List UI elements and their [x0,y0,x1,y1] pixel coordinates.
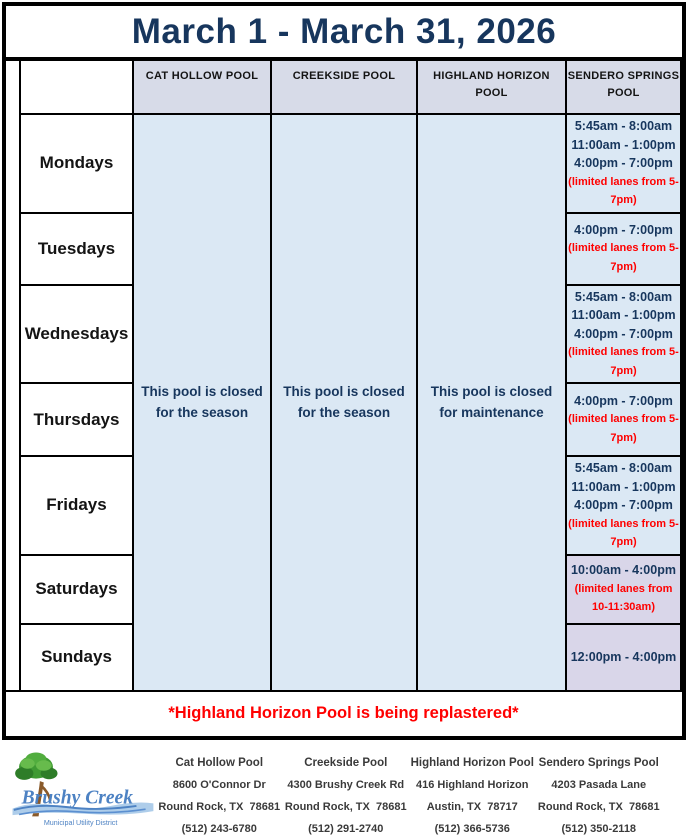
location-phone: (512) 350-2118 [561,822,637,835]
closed-message: This pool is closed for the season [141,384,263,421]
schedule-times: 12:00pm - 4:00pm [570,649,677,664]
location-name: Highland Horizon Pool [410,756,534,769]
schedule-times: 4:00pm - 7:00pm [574,393,673,408]
sendero-schedule-tuesdays [566,213,681,285]
location-address: 4203 Pasada Lane [551,778,647,791]
footer [0,740,688,840]
day-label-wednesdays: Wednesdays [20,285,133,384]
location-phone: (512) 366-5736 [434,822,510,835]
location-address: 8600 O'Connor Dr [172,778,266,791]
day-label-fridays: Fridays [20,456,133,555]
sendero-schedule-fridays [566,456,681,555]
table-row-mondays [6,114,681,213]
notice-row [6,691,681,736]
sendero-schedule-sundays [566,624,681,691]
closed-message: This pool is closed for the season [283,384,405,421]
schedule-times: 5:45am - 8:00am 11:00am - 1:00pm 4:00pm - 7:00pm [571,119,676,170]
sendero-schedule-wednesdays [566,285,681,384]
location-phone: (512) 243-6780 [181,822,257,835]
location-name: Creekside Pool [304,756,388,769]
footer-location-sendero-springs [536,744,663,840]
limited-lanes-note: (limited lanes from 5- 7pm) [568,517,679,548]
replastering-notice: *Highland Horizon Pool is being replastered* [6,691,681,736]
location-address: 416 Highland Horizon [416,778,529,791]
day-label-sundays: Sundays [20,624,133,691]
limited-lanes-note: (limited lanes from 5- 7pm) [568,175,679,206]
sendero-schedule-thursdays [566,383,681,456]
location-city: Round Rock, TX 78681 [537,800,660,813]
schedule-times: 10:00am - 4:00pm [571,563,676,578]
column-header-creekside: CREEKSIDE POOL [271,61,417,114]
limited-lanes-note: (limited lanes from 10-11:30am) [574,582,673,614]
pool-schedule-flyer [0,2,688,835]
left-margin-strip [6,114,20,691]
location-city: Austin, TX 78717 [426,800,518,813]
footer-location-highland-horizon [409,744,536,840]
logo-subtitle: Municipal Utility District [43,818,118,827]
page-title: March 1 - March 31, 2026 [6,6,682,61]
brushy-creek-logo [6,744,156,835]
location-phone: (512) 291-2740 [308,822,384,835]
schedule-times: 4:00pm - 7:00pm [574,222,673,237]
location-name: Sendero Springs Pool [538,756,659,769]
schedule-board [2,2,686,740]
limited-lanes-note: (limited lanes from 5- 7pm) [568,346,679,377]
day-label-mondays: Mondays [20,114,133,213]
cat-hollow-closed-cell [133,114,271,691]
footer-location-creekside [283,744,410,840]
sendero-schedule-saturdays [566,555,681,624]
day-label-saturdays: Saturdays [20,555,133,624]
creekside-closed-cell [271,114,417,691]
column-header-sendero-springs: SENDERO SPRINGS POOL [566,61,681,114]
column-header-cat-hollow: CAT HOLLOW POOL [133,61,271,114]
schedule-times: 5:45am - 8:00am 11:00am - 1:00pm 4:00pm - 7:00pm [571,461,676,512]
schedule-table [6,61,682,736]
schedule-times: 5:45am - 8:00am 11:00am - 1:00pm 4:00pm - 7:00pm [571,289,676,341]
location-name: Cat Hollow Pool [175,756,264,769]
location-city: Round Rock, TX 78681 [284,800,407,813]
location-city: Round Rock, TX 78681 [158,800,281,813]
table-header-row [6,61,681,114]
day-label-tuesdays: Tuesdays [20,213,133,285]
day-column-header [20,61,133,114]
closed-message: This pool is closed for maintenance [430,384,553,421]
brushy-creek-logo-graphic [6,748,156,830]
sendero-schedule-mondays [566,114,681,213]
limited-lanes-note: (limited lanes from 5- 7pm) [568,413,679,444]
limited-lanes-note: (limited lanes from 5- 7pm) [568,242,679,273]
highland-closed-cell [417,114,566,691]
footer-location-cat-hollow [156,744,283,840]
left-margin-strip [6,61,20,114]
day-label-thursdays: Thursdays [20,383,133,456]
location-address: 4300 Brushy Creek Rd [287,778,405,791]
column-header-highland-horizon: HIGHLAND HORIZON POOL [417,61,566,114]
logo-wordmark: Brushy Creek [21,786,133,808]
